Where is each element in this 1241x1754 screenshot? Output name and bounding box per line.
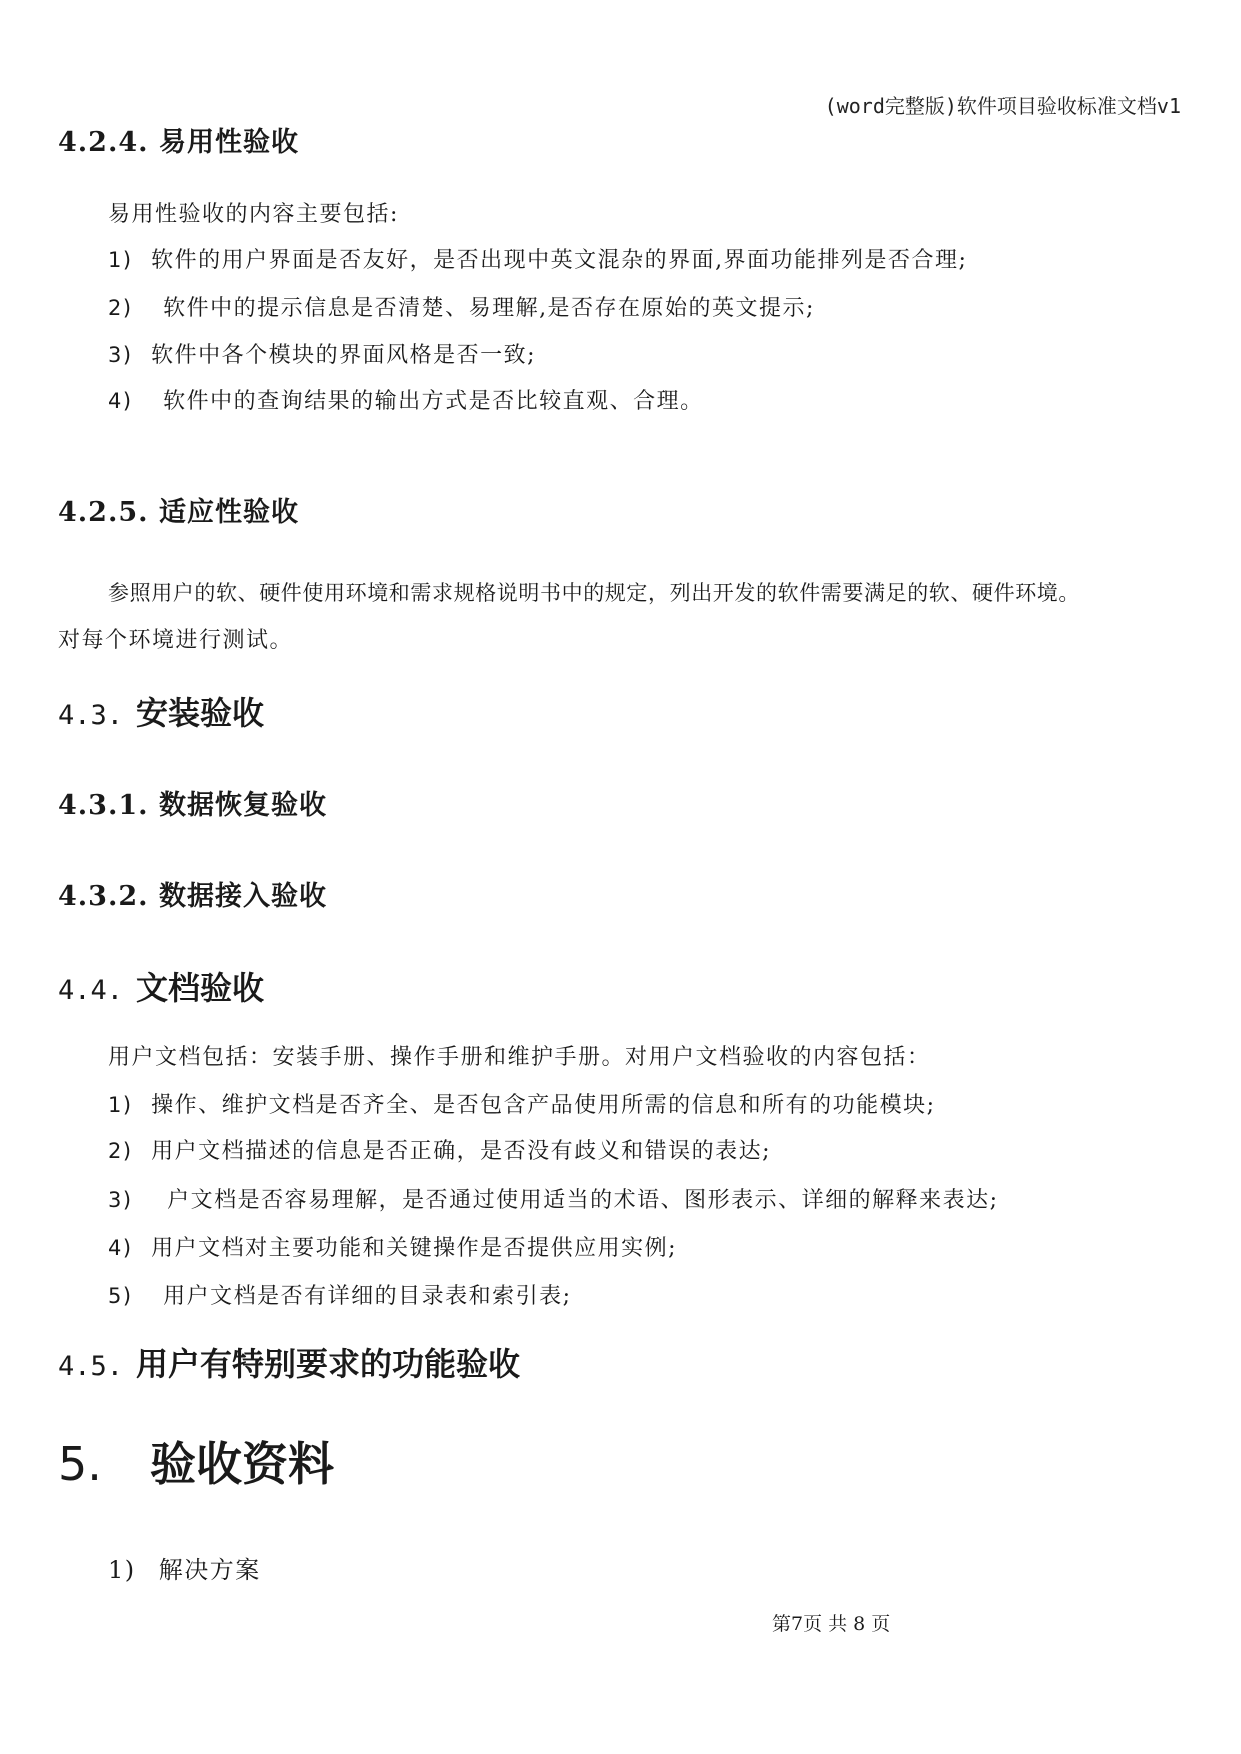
heading-4-2-5: 4.2.5. 适应性验收: [58, 497, 299, 528]
list-item: [108, 1550, 261, 1585]
paragraph-doc-intro: 用户文档包括：安装手册、操作手册和维护手册。对用户文档验收的内容包括：: [108, 1045, 931, 1070]
list-item-number: 4): [108, 389, 133, 413]
heading-title: 验收资料: [150, 1437, 334, 1491]
list-item: [108, 291, 815, 322]
list-item: [108, 1183, 998, 1214]
list-item-text: 解决方案: [158, 1556, 261, 1584]
list-item: [108, 1279, 571, 1310]
list-item: [108, 1088, 935, 1119]
heading-title: 用户有特别要求的功能验收: [136, 1345, 521, 1383]
page-number-footer: 第7页 共 8 页: [772, 1613, 891, 1635]
list-item-number: 3): [108, 343, 133, 367]
document-header-title: (word完整版)软件项目验收标准文档v1: [824, 94, 1181, 118]
list-item-number: 4): [108, 1236, 133, 1260]
heading-title: 安装验收: [136, 694, 265, 732]
list-item: [108, 243, 967, 274]
list-item-number: 5): [108, 1284, 133, 1308]
heading-number: 4.3.: [58, 700, 124, 731]
list-item-number: 3): [108, 1188, 133, 1212]
list-item-number: 2): [108, 1139, 133, 1163]
list-item-text: 软件中的提示信息是否清楚、易理解,是否存在原始的英文提示;: [163, 296, 815, 321]
list-item-text: 操作、维护文档是否齐全、是否包含产品使用所需的信息和所有的功能模块;: [151, 1093, 936, 1118]
heading-title: 文档验收: [136, 969, 265, 1007]
list-item: [108, 384, 704, 415]
list-item-text: 软件中的查询结果的输出方式是否比较直观、合理。: [163, 389, 704, 414]
heading-4-2-4: 4.2.4. 易用性验收: [58, 127, 299, 158]
list-item-text: 软件的用户界面是否友好，是否出现中英文混杂的界面,界面功能排列是否合理;: [151, 248, 968, 273]
heading-number: 4.4.: [58, 975, 124, 1006]
list-item-number: 2): [108, 296, 133, 320]
list-item: [108, 1231, 677, 1262]
heading-4-3-1: 4.3.1. 数据恢复验收: [58, 790, 327, 821]
list-item-text: 用户文档对主要功能和关键操作是否提供应用实例;: [151, 1236, 677, 1261]
heading-4-3: [58, 688, 264, 734]
list-item: [108, 1134, 771, 1165]
heading-number: 5.: [58, 1437, 102, 1491]
list-item: [108, 338, 536, 369]
heading-4-3-2: 4.3.2. 数据接入验收: [58, 881, 327, 912]
list-item-text: 用户文档是否有详细的目录表和索引表;: [163, 1284, 572, 1309]
heading-number: 4.5.: [58, 1351, 124, 1382]
heading-5: [58, 1428, 334, 1494]
list-item-number: 1): [108, 248, 133, 272]
list-item-number: 1): [108, 1093, 133, 1117]
heading-4-5: [58, 1339, 520, 1385]
paragraph-usability-intro: 易用性验收的内容主要包括:: [108, 202, 399, 227]
paragraph-adaptability-line-2: 对每个环境进行测试。: [58, 628, 294, 653]
list-item-number: 1): [108, 1556, 136, 1584]
paragraph-adaptability-line-1: 参照用户的软、硬件使用环境和需求规格说明书中的规定，列出开发的软件需要满足的软、硬件环境。: [108, 581, 1080, 605]
list-item-text: 户文档是否容易理解，是否通过使用适当的术语、图形表示、详细的解释来表达;: [167, 1188, 999, 1213]
heading-4-4: [58, 963, 264, 1009]
list-item-text: 用户文档描述的信息是否正确，是否没有歧义和错误的表达;: [151, 1139, 771, 1164]
list-item-text: 软件中各个模块的界面风格是否一致;: [151, 343, 536, 368]
